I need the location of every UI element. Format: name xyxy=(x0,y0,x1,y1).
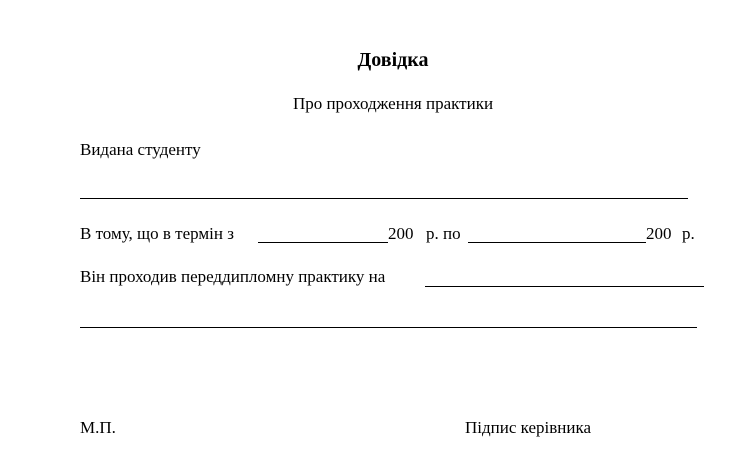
period-prefix-label: В тому, що в термін з xyxy=(80,224,234,243)
start-date-blank xyxy=(258,242,388,243)
practice-place-blank-continued xyxy=(80,327,697,328)
signature-label: Підпис керівника xyxy=(465,418,592,437)
stamp-label: М.П. xyxy=(80,418,116,437)
period-suffix-label: р. xyxy=(682,224,695,243)
student-name-blank xyxy=(80,198,688,199)
practice-label: Він проходив переддипломну практику на xyxy=(80,267,386,286)
start-year-label: 200 xyxy=(388,224,414,243)
document-title: Довідка xyxy=(357,49,429,71)
end-year-label: 200 xyxy=(646,224,672,243)
issued-to-label: Видана студенту xyxy=(80,140,201,159)
period-middle-label: р. по xyxy=(426,224,461,243)
practice-place-blank xyxy=(425,286,704,287)
document-subtitle: Про проходження практики xyxy=(292,94,494,113)
end-date-blank xyxy=(468,242,646,243)
